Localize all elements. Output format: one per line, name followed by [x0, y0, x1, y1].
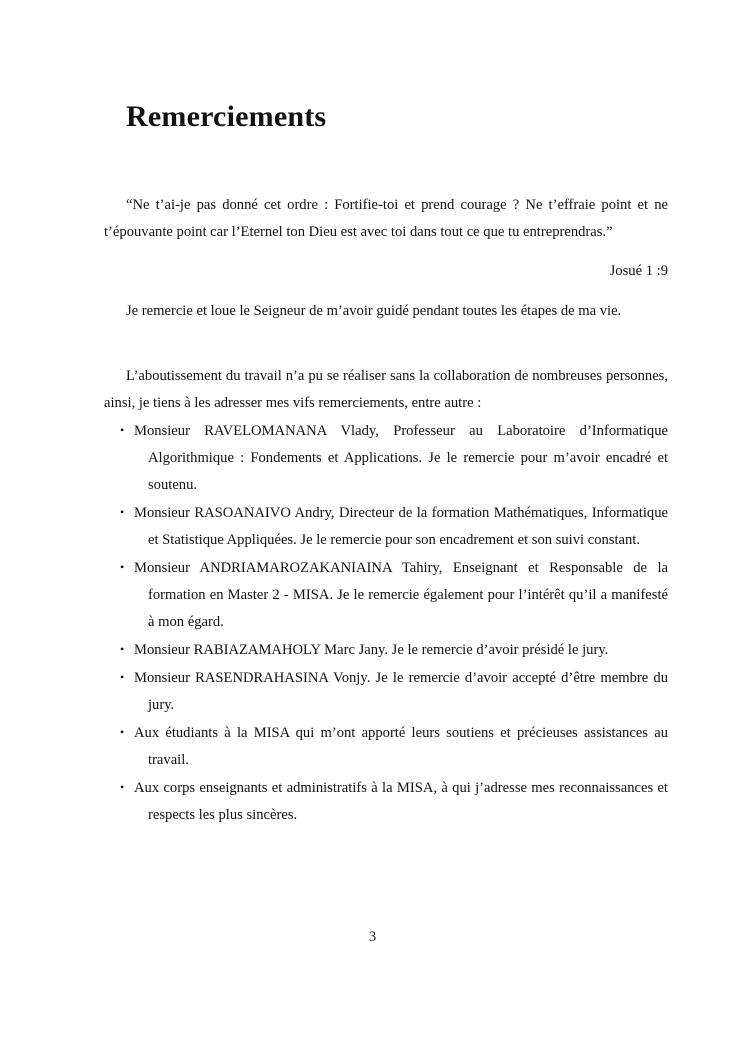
acknowledgement-list — [104, 417, 668, 829]
bullet-icon: • — [120, 642, 125, 656]
list-item — [104, 499, 668, 554]
list-item-text: Monsieur ANDRIAMAROZAKANIAINA Tahiry, Enseignant et Responsable de la formation en Master 2 - MISA. Je le remercie également pour l’intérêt qu’il a manifesté à mon égard. — [134, 560, 668, 630]
bullet-icon: • — [120, 505, 125, 519]
list-item-text: Monsieur RABIAZAMAHOLY Marc Jany. Je le remercie d’avoir présidé le jury. — [134, 642, 609, 658]
list-item-text: Aux étudiants à la MISA qui m’ont apporté leurs soutiens et précieuses assistances au travail. — [134, 725, 668, 768]
list-item-text: Aux corps enseignants et administratifs à la MISA, à qui j’adresse mes reconnaissances et respects les plus sincères. — [134, 780, 668, 823]
bullet-icon: • — [120, 560, 125, 574]
list-item-text: Monsieur RASENDRAHASINA Vonjy. Je le remercie d’avoir accepté d’être membre du jury. — [134, 670, 668, 713]
intro-paragraph: L’aboutissement du travail n’a pu se réaliser sans la collaboration de nombreuses personnes, ainsi, je tiens à les adresser mes vifs remerciements, entre autre : — [104, 368, 668, 411]
list-item — [104, 719, 668, 774]
list-item — [104, 774, 668, 829]
list-item — [104, 554, 668, 636]
list-item — [104, 636, 668, 664]
page-number: 3 — [368, 929, 377, 945]
thanks-paragraph: Je remercie et loue le Seigneur de m’avoir guidé pendant toutes les étapes de ma vie. — [126, 303, 622, 319]
list-item — [104, 417, 668, 499]
list-item-text: Monsieur RAVELOMANANA Vlady, Professeur au Laboratoire d’Informatique Algorithmique : Fondements et Applications. Je le remercie pour m’avoir encadré et soutenu. — [134, 423, 668, 493]
bullet-icon: • — [120, 780, 125, 794]
quote-source: Josué 1 :9 — [609, 263, 668, 279]
list-item — [104, 664, 668, 719]
bullet-icon: • — [120, 423, 125, 437]
bible-quote: “Ne t’ai-je pas donné cet ordre : Fortifie-toi et prend courage ? Ne t’effraie point et ne t’épouvante point car l’Eternel ton Dieu est avec toi dans tout ce que tu entreprendras.” — [104, 197, 668, 240]
page-title: Remerciements — [126, 100, 327, 133]
bullet-icon: • — [120, 670, 125, 684]
bullet-icon: • — [120, 725, 125, 739]
list-item-text: Monsieur RASOANAIVO Andry, Directeur de la formation Mathématiques, Informatique et Statistique Appliquées. Je le remercie pour son encadrement et son suivi constant. — [134, 505, 668, 548]
